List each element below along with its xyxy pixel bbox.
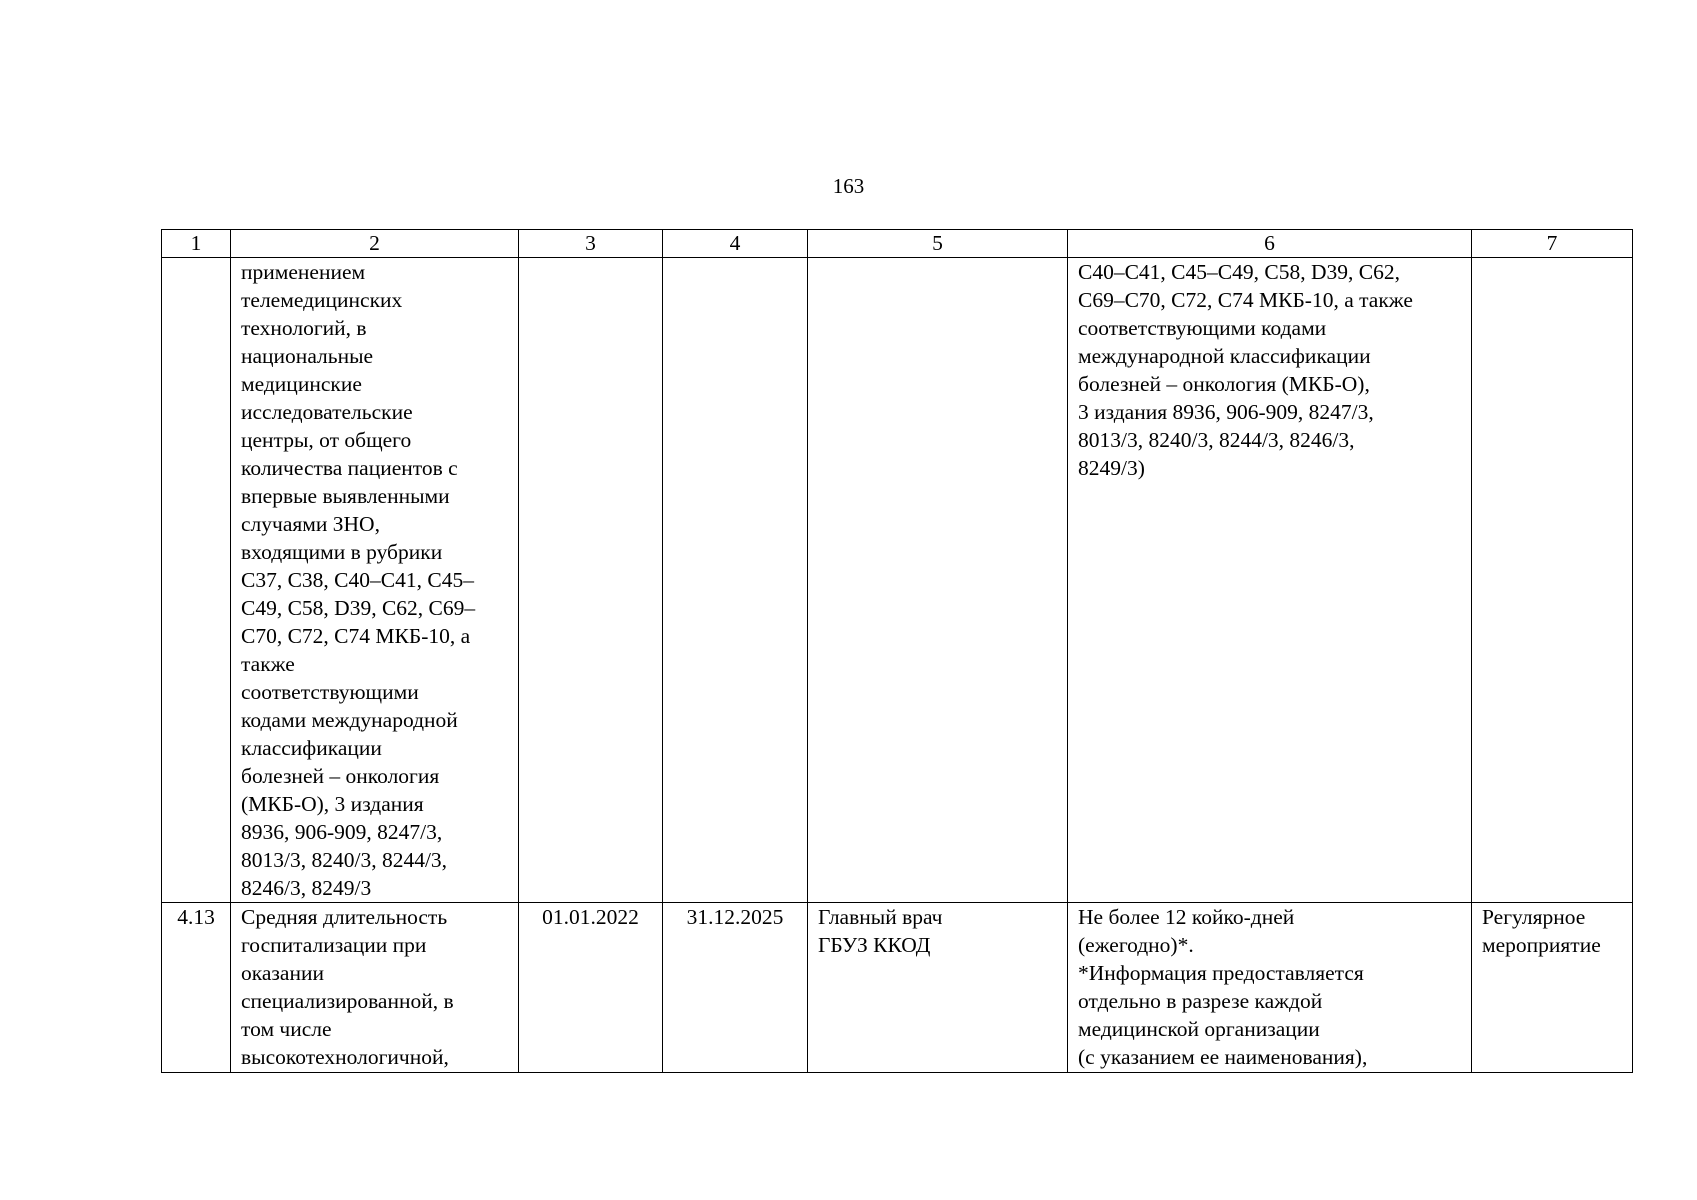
column-number-header: 1 <box>162 230 231 258</box>
column-number-header: 7 <box>1472 230 1633 258</box>
row-number-cell <box>162 258 231 903</box>
end-date-cell <box>663 258 808 903</box>
expected-result-cell: Не более 12 койко-дней (ежегодно)*. *Информация предоставляется отдельно в разрезе каждой медицинской организации (с указанием ее наименования), <box>1068 903 1472 1073</box>
activity-type-cell <box>1472 258 1633 903</box>
responsible-cell: Главный врач ГБУЗ ККОД <box>808 903 1068 1073</box>
page-number: 163 <box>832 174 865 198</box>
table-row <box>162 903 1633 1073</box>
column-number-header: 2 <box>231 230 519 258</box>
start-date-cell: 01.01.2022 <box>519 903 663 1073</box>
column-number-header: 3 <box>519 230 663 258</box>
indicator-description-cell: применением телемедицинских технологий, в национальные медицинские исследовательские центры, от общего количества пациентов с впервые выявленными случаями ЗНО, входящими в рубрики С37, С38, С40–С41, С45– С49, С58, D39, С62, С69– С70, С72, С74 МКБ-10, а также соответствующими кодами международной классификации болезней – онкология (МКБ-О), 3 издания 8936, 906-909, 8247/3, 8013/3, 8240/3, 8244/3, 8246/3, 8249/3 <box>231 258 519 903</box>
table-row <box>162 258 1633 903</box>
indicator-description-cell: Средняя длительность госпитализации при оказании специализированной, в том числе высокотехнологичной, <box>231 903 519 1073</box>
column-number-header: 4 <box>663 230 808 258</box>
start-date-cell <box>519 258 663 903</box>
activities-table <box>161 229 1633 1073</box>
activity-type-cell: Регулярное мероприятие <box>1472 903 1633 1073</box>
column-number-row <box>162 230 1633 258</box>
expected-result-cell: С40–С41, С45–С49, С58, D39, С62, С69–С70, С72, С74 МКБ-10, а также соответствующими кодами международной классификации болезней – онкология (МКБ-О), 3 издания 8936, 906-909, 8247/3, 8013/3, 8240/3, 8244/3, 8246/3, 8249/3) <box>1068 258 1472 903</box>
column-number-header: 6 <box>1068 230 1472 258</box>
column-number-header: 5 <box>808 230 1068 258</box>
end-date-cell: 31.12.2025 <box>663 903 808 1073</box>
responsible-cell <box>808 258 1068 903</box>
row-number-cell: 4.13 <box>162 903 231 1073</box>
